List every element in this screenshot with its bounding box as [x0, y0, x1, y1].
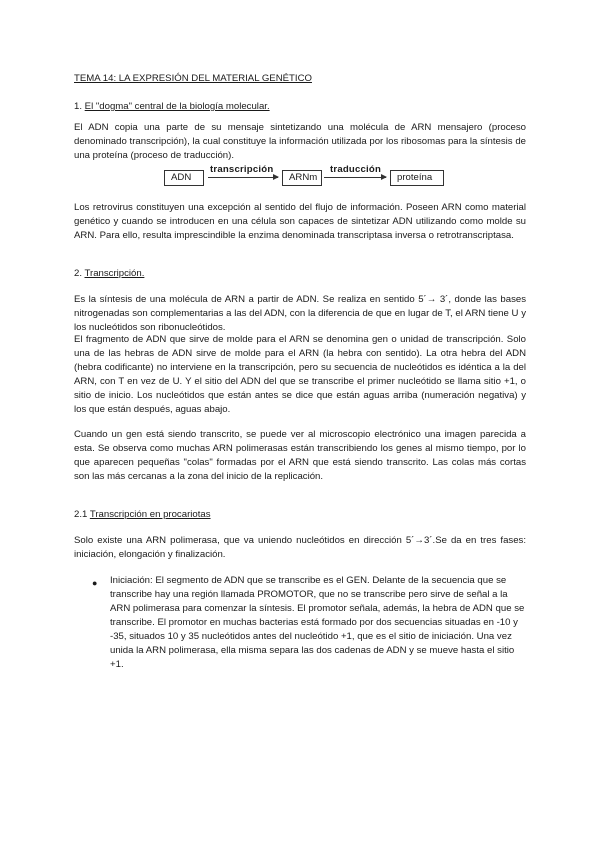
section-1-title: El "dogma" central de la biología molecular. — [84, 101, 270, 112]
section-2-number: 2. — [74, 268, 85, 279]
section-2-1-number: 2.1 — [74, 509, 90, 520]
section-1-paragraph: El ADN copia una parte de su mensaje sintetizando una molécula de ARN mensajero (proceso denominado transcripción), la cual constituye la información utilizada por los ribosomas para la síntesis de una proteína (proceso de traducción). — [74, 122, 526, 161]
section-2-paragraph-2: El fragmento de ADN que sirve de molde para el ARN se denomina gen o unidad de transcripción. Solo una de las hebras de ADN sirve de molde para el ARN (la hebra con sentido). La otra hebra del ADN (hebra codificante) no interviene en la transcripción, pero su secuencia de nucleótidos es idéntica a la del ARN, con T en vez de U. Y el sitio del ADN del que se transcribe el primer nucleótido se llama sitio +1, o sitio de inicio. Los nucleótidos que están antes se dice que están aguas arriba (numeración negativa) y los que están después, aguas abajo. — [74, 334, 526, 415]
flow-arrow-1 — [208, 177, 278, 178]
section-2-paragraph-3: Cuando un gen está siendo transcrito, se puede ver al microscopio electrónico una imagen parecida a esta. Se observa como muchas ARN polimerasas están transcribiendo los genes al mismo tiempo, por lo que aparecen pequeñas "colas" formadas por el ARN que está siendo transcrito. Las colas más cortas son las más cercanas a la zona del inicio de la replicación. — [74, 429, 526, 482]
flow-box-proteina: proteína — [390, 170, 444, 186]
flow-box-adn: ADN — [164, 170, 204, 186]
flow-arrow-label-transcripcion: transcripción — [210, 164, 274, 175]
central-dogma-diagram — [164, 164, 464, 188]
section-2-heading — [74, 267, 144, 281]
section-2-paragraph-1: Es la síntesis de una molécula de ARN a partir de ADN. Se realiza en sentido 5´→ 3´, donde las bases nitrogenadas son complementarias a las del ADN, con la diferencia de que en lugar de T, el ARN tiene U y los nucleótidos son ribonucleótidos. — [74, 294, 526, 333]
section-2-1-title: Transcripción en procariotas — [89, 509, 211, 520]
section-2-1-paragraph: Solo existe una ARN polimerasa, que va uniendo nucleótidos en dirección 5´→3´.Se da en tres fases: iniciación, elongación y finalización. — [74, 535, 526, 560]
section-1-number: 1. — [74, 101, 85, 112]
section-1-heading — [74, 100, 270, 114]
flow-box-arnm: ARNm — [282, 170, 322, 186]
document-title: TEMA 14: LA EXPRESIÓN DEL MATERIAL GENÉTICO — [74, 73, 312, 84]
section-1-paragraph-2: Los retrovirus constituyen una excepción al sentido del flujo de información. Poseen ARN como material genético y cuando se introducen en una célula son capaces de sintetizar ADN utilizando como molde su ARN. Para ello, resulta imprescindible la enzima denominada transcriptasa inversa o retrotranscriptasa. — [74, 202, 526, 241]
flow-arrow-label-traduccion: traducción — [330, 164, 382, 175]
bullet-dot-icon: ● — [92, 578, 98, 588]
section-2-1-heading — [74, 508, 211, 522]
section-2-title: Transcripción. — [84, 268, 145, 279]
flow-arrow-2 — [324, 177, 386, 178]
section-2-1-bullet-iniciacion: Iniciación: El segmento de ADN que se transcribe es el GEN. Delante de la secuencia que se transcribe hay una región llamada PROMOTOR, que no se transcribe pero sirve de señal a la ARN polimerasa para comenzar la síntesis. El promotor señala, además, la hebra de ADN que se transcribe. El promotor en muchas bacterias está formado por dos secuencias situadas en -10 y -35, situados 10 y 35 nucleótidos antes del nucleótido +1, que es el sitio de iniciación. Una vez unida la ARN polimerasa, ella misma separa las dos cadenas de ADN y se mueve hasta el sitio +1. — [110, 575, 525, 670]
